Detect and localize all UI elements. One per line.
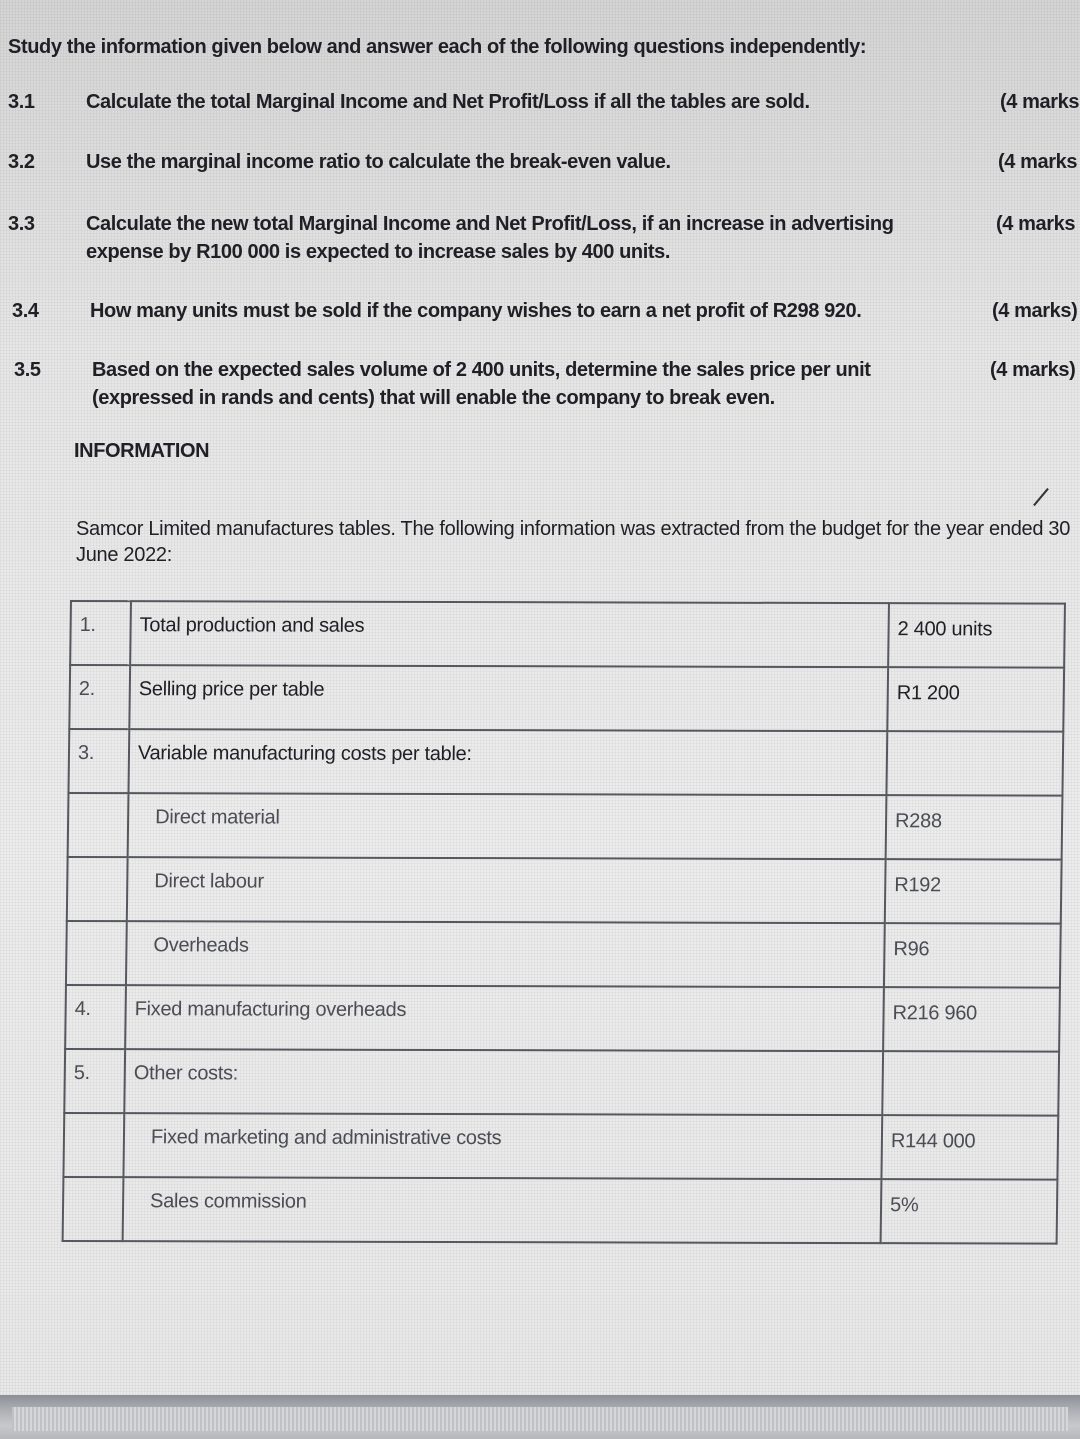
information-paragraph: Samcor Limited manufactures tables. The following information was extracted from the budget for the year ended 30 June 2022:	[76, 518, 1071, 566]
pen-mark	[1033, 488, 1049, 506]
row-label: Selling price per table	[129, 665, 888, 731]
row-value: R144 000	[881, 1115, 1058, 1179]
table-row	[63, 1177, 1058, 1244]
row-value: 5%	[881, 1179, 1058, 1243]
question-marks: (4 marks	[996, 213, 1076, 235]
row-value: R96	[884, 923, 1061, 987]
question-marks: (4 marks)	[990, 359, 1076, 381]
information-heading: INFORMATION	[74, 440, 210, 462]
question-marks: (4 marks	[1000, 91, 1080, 113]
question-text: How many units must be sold if the company wishes to earn a net profit of R298 920.	[90, 300, 862, 322]
row-label: Variable manufacturing costs per table:	[128, 729, 887, 795]
question-marks: (4 marks)	[992, 300, 1078, 322]
row-value: R288	[886, 795, 1063, 859]
question-number: 3.4	[12, 300, 39, 322]
table-row	[70, 601, 1065, 668]
table-row	[64, 1049, 1059, 1116]
question-number: 3.2	[8, 151, 35, 173]
row-number: 2.	[69, 665, 130, 729]
table-row	[68, 793, 1063, 860]
budget-table	[62, 600, 1066, 1245]
row-label: Fixed marketing and administrative costs	[123, 1113, 882, 1179]
question-marks: (4 marks	[998, 151, 1078, 173]
table-row	[65, 985, 1060, 1052]
row-value: R1 200	[887, 667, 1064, 731]
question-text: Based on the expected sales volume of 2 400 units, determine the sales price per unit (expressed in rands and cents) that will enable the company to break even.	[92, 359, 871, 409]
question-text: Calculate the total Marginal Income and Net Profit/Loss if all the tables are sold.	[86, 91, 810, 113]
row-value	[886, 731, 1063, 795]
table-row	[66, 921, 1061, 988]
row-label: Total production and sales	[130, 601, 889, 667]
question-number: 3.5	[14, 359, 41, 381]
row-label: Overheads	[126, 921, 885, 987]
row-value: R192	[885, 859, 1062, 923]
table-row	[63, 1113, 1058, 1180]
bezel-grille	[12, 1407, 1068, 1431]
row-label: Direct labour	[127, 857, 886, 923]
row-number	[63, 1113, 124, 1177]
row-label: Other costs:	[124, 1049, 883, 1115]
row-number	[63, 1177, 124, 1241]
row-label: Sales commission	[123, 1177, 882, 1243]
row-number: 3.	[68, 729, 129, 793]
row-number	[66, 921, 127, 985]
row-number: 4.	[65, 985, 126, 1049]
instructions-text: Study the information given below and answer each of the following questions independently:	[8, 36, 867, 58]
question-text: Use the marginal income ratio to calculate the break-even value.	[86, 151, 671, 173]
row-label: Fixed manufacturing overheads	[125, 985, 884, 1051]
row-label: Direct material	[128, 793, 887, 859]
row-value	[882, 1051, 1059, 1115]
table-row	[69, 665, 1064, 732]
row-number: 5.	[64, 1049, 125, 1113]
question-number: 3.1	[8, 91, 35, 113]
table-row	[67, 857, 1062, 924]
monitor-bezel	[0, 1395, 1080, 1439]
question-number: 3.3	[8, 213, 35, 235]
table-row	[68, 729, 1063, 796]
question-text: Calculate the new total Marginal Income and Net Profit/Loss, if an increase in advertising expense by R100 000 is expected to increase sales by 400 units.	[86, 213, 894, 263]
row-number: 1.	[70, 601, 131, 665]
row-number	[67, 857, 128, 921]
row-number	[68, 793, 129, 857]
row-value: 2 400 units	[888, 603, 1065, 667]
row-value: R216 960	[883, 987, 1060, 1051]
